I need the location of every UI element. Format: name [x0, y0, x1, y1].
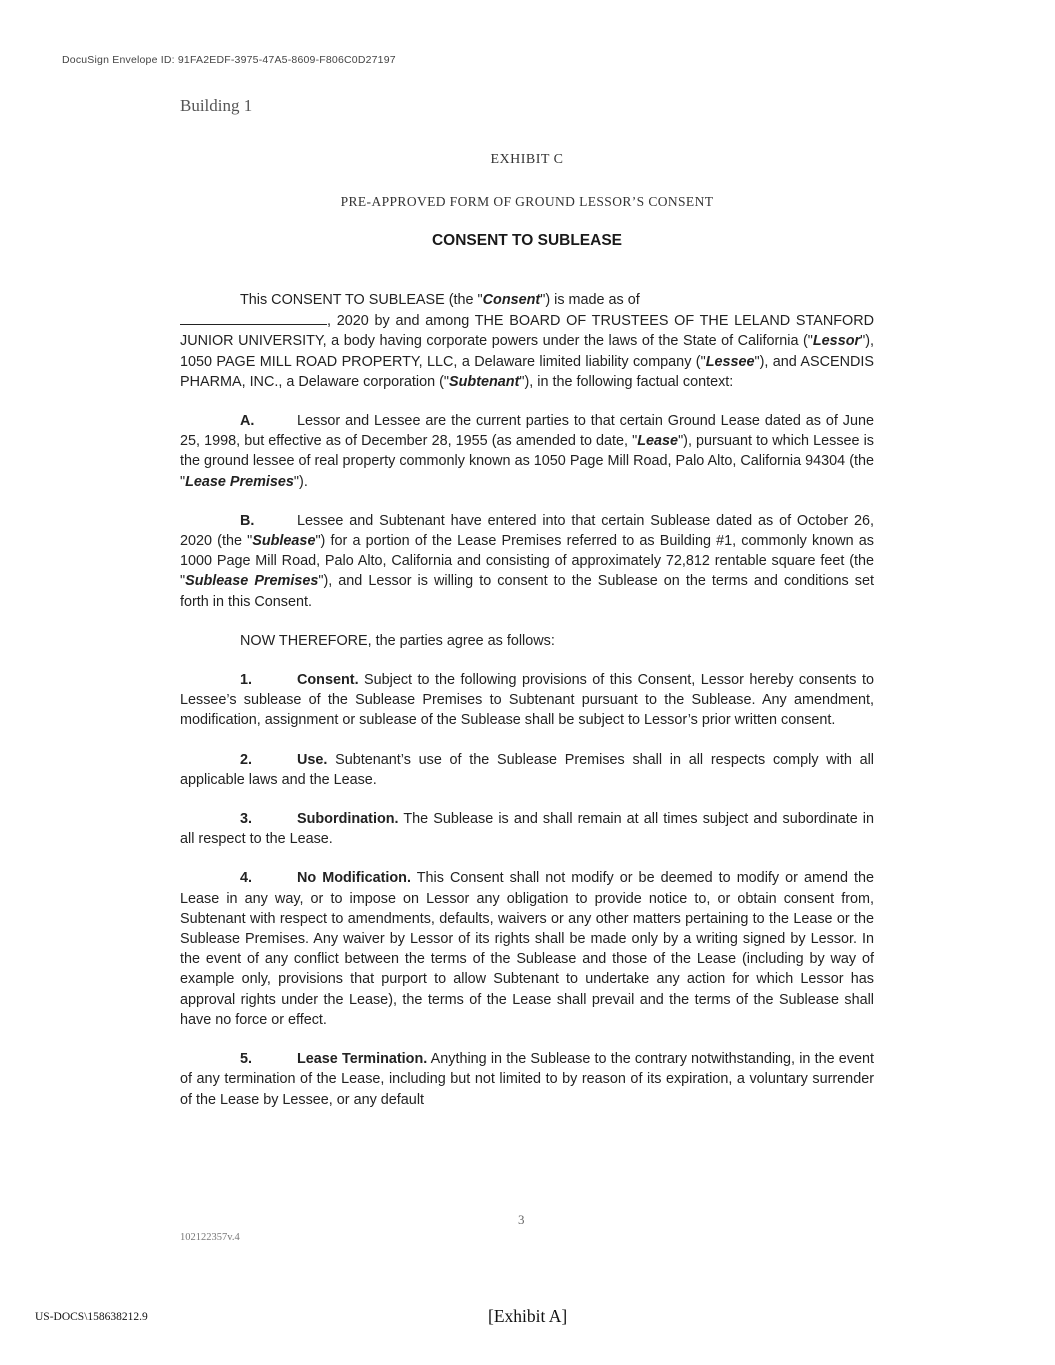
recital-b-text-2: ") for a portion of the Lease Premises referred to as Building #1, commonly known as 1000 Page Mill Road, Palo Alto, California and consisting of approximately 72,812 rentable square feet (the " — [180, 533, 874, 590]
intro-text-6: "), in the following factual context: — [519, 373, 734, 390]
defined-term-lease: Lease — [637, 433, 679, 450]
recital-b-text-1: Lessee and Subtenant have entered into that certain Sublease dated as of October 26, 2020 (the " — [180, 512, 874, 550]
section-1-number: 1. — [240, 672, 253, 689]
defined-term-subtenant: Subtenant — [449, 373, 520, 390]
recital-a — [180, 411, 874, 492]
intro-text-4: "), 1050 PAGE MILL ROAD PROPERTY, LLC, a Delaware limited liability company (" — [180, 333, 874, 370]
intro-text-3: , 2020 by and among THE BOARD OF TRUSTEES OF THE LELAND STANFORD JUNIOR UNIVERSITY, a body having corporate powers under the laws of the State of California (" — [180, 313, 874, 350]
section-4 — [180, 868, 874, 1030]
section-2 — [180, 750, 874, 790]
section-5-text: Anything in the Sublease to the contrary notwithstanding, in the event of any termination of the Lease, including but not limited to by reason of its expiration, a voluntary surrender of the Lease by Lessee, or any default — [180, 1051, 874, 1108]
recital-a-label: A. — [240, 413, 255, 430]
form-title: PRE-APPROVED FORM OF GROUND LESSOR’S CONSENT — [340, 194, 714, 209]
section-1-text: Subject to the following provisions of this Consent, Lessor hereby consents to Lessee’s sublease of the Sublease Premises to Subtenant pursuant to the Sublease. Any amendment, modification, assignment or sublease of the Sublease shall be subject to Lessor’s prior written consent. — [180, 672, 874, 729]
intro-text-5: "), and ASCENDIS PHARMA, INC., a Delaware corporation (" — [180, 353, 874, 390]
document-code: 102122357v.4 — [180, 1232, 240, 1243]
docusign-envelope-id: DocuSign Envelope ID: 91FA2EDF-3975-47A5-8609-F806C0D27197 — [62, 54, 396, 66]
defined-term-lease-premises: Lease Premises — [185, 473, 294, 490]
consent-title: CONSENT TO SUBLEASE — [431, 232, 623, 249]
defined-term-consent: Consent — [482, 292, 541, 308]
recital-a-text-3: "). — [293, 473, 308, 490]
section-3-heading: Subordination. — [297, 811, 399, 828]
defined-term-lessee: Lessee — [705, 353, 755, 370]
defined-term-lessor: Lessor — [812, 333, 861, 350]
section-1-heading: Consent. — [297, 672, 359, 689]
section-3-number: 3. — [240, 811, 253, 828]
defined-term-sublease-premises: Sublease Premises — [185, 573, 319, 590]
section-4-text: This Consent shall not modify or be deemed to modify or amend the Lease in any way, or to impose on Lessor any obligation to provide notice to, or obtain consent from, Subtenant with respect to amendments, defaults, waivers or any other matters pertaining to the Lease or the Sublease Premises. Any waiver by Lessor of its rights shall be made only by a writing signed by Lessor. In the event of any conflict between the terms of the Sublease and those of the Lease (including by way of example only, provisions that purport to allow Subtenant to undertake any action for which Lessor has approval rights under the Lease), the terms of the Lease shall prevail and the terms of the Sublease shall have no force or effect. — [180, 870, 875, 1028]
recital-a-text-1: Lessor and Lessee are the current parties to that certain Ground Lease dated as of June 25, 1998, but effective as of December 28, 1955 (as amended to date, " — [180, 413, 874, 450]
document-body — [180, 290, 874, 1129]
section-5-number: 5. — [240, 1051, 253, 1068]
recital-b — [180, 511, 874, 612]
now-therefore-clause: NOW THEREFORE, the parties agree as follows: — [240, 632, 555, 649]
recital-b-label: B. — [240, 512, 255, 529]
intro-paragraph — [180, 290, 874, 392]
footer-doc-id: US-DOCS\158638212.9 — [35, 1311, 148, 1323]
section-1 — [180, 670, 874, 731]
section-4-heading: No Modification. — [297, 870, 411, 887]
intro-text-2: ") is made as of — [540, 292, 640, 308]
page-number: 3 — [518, 1212, 525, 1227]
exhibit-label: EXHIBIT C — [490, 152, 564, 167]
intro-text-1: This CONSENT TO SUBLEASE (the " — [240, 292, 483, 308]
defined-term-sublease: Sublease — [252, 533, 316, 550]
building-label: Building 1 — [180, 96, 253, 115]
recital-a-text-2: "), pursuant to which Lessee is the ground lessee of real property commonly known as 1050 Page Mill Road, Palo Alto, California 94304 (the " — [180, 433, 875, 490]
section-2-text: Subtenant’s use of the Sublease Premises shall in all respects comply with all applicable laws and the Lease. — [180, 751, 874, 788]
section-3-text: The Sublease is and shall remain at all times subject and subordinate in all respect to the Lease. — [180, 811, 874, 848]
section-5 — [180, 1049, 874, 1110]
footer-exhibit-label: [Exhibit A] — [488, 1306, 568, 1326]
section-4-number: 4. — [240, 870, 253, 887]
section-2-heading: Use. — [297, 751, 328, 768]
recital-b-text-3: "), and Lessor is willing to consent to the Sublease on the terms and conditions set forth in this Consent. — [180, 573, 874, 610]
section-5-heading: Lease Termination. — [297, 1051, 428, 1068]
section-3 — [180, 809, 874, 849]
section-2-number: 2. — [240, 751, 253, 768]
date-blank-line — [180, 310, 327, 325]
